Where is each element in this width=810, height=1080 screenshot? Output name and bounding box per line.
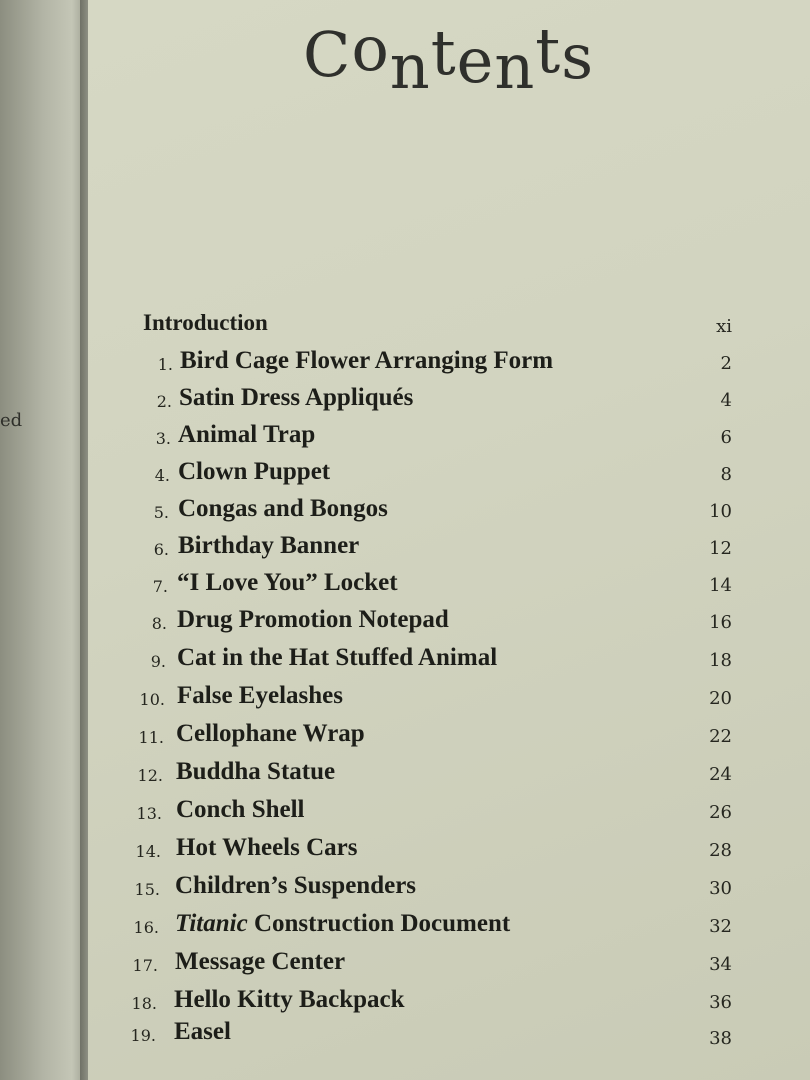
toc-number: 4. — [154, 466, 170, 485]
facing-page-edge — [0, 0, 80, 1080]
title-letter: s — [561, 20, 595, 93]
toc-page-number: 38 — [709, 1028, 732, 1049]
title-letter: e — [456, 24, 495, 97]
toc-label: Conch Shell — [176, 796, 305, 823]
toc-number: 3. — [155, 429, 171, 448]
toc-page-number: 18 — [709, 650, 732, 671]
toc-number: 19. — [130, 1026, 156, 1045]
toc-label — [175, 910, 510, 938]
toc-page-number: 26 — [709, 802, 732, 823]
toc-page-number: 2 — [720, 353, 732, 374]
toc-label: Congas and Bongos — [178, 495, 388, 522]
toc-label: Birthday Banner — [178, 532, 360, 559]
toc-number: 12. — [137, 766, 163, 785]
title-letter: C — [303, 18, 352, 91]
toc-page-number: 4 — [720, 390, 732, 411]
toc-page-number: 12 — [709, 538, 732, 559]
toc-row[interactable] — [88, 384, 810, 418]
toc-number: 2. — [156, 392, 172, 411]
facing-page-text-fragment: ed — [0, 410, 23, 431]
title-letter: n — [494, 30, 536, 103]
toc-label: Hot Wheels Cars — [176, 834, 358, 861]
toc-row[interactable] — [88, 758, 810, 792]
toc-row[interactable] — [88, 834, 810, 868]
toc-row[interactable] — [88, 458, 810, 492]
toc-label: Buddha Statue — [176, 758, 336, 785]
toc-page-number: 10 — [709, 501, 732, 522]
toc-number: 5. — [153, 503, 169, 522]
toc-number: 9. — [150, 652, 166, 671]
toc-number: 18. — [131, 994, 157, 1013]
toc-number: 14. — [135, 842, 161, 861]
toc-number: 7. — [152, 577, 168, 596]
toc-label: “I Love You” Locket — [177, 569, 398, 596]
toc-label: Message Center — [175, 948, 346, 975]
toc-row[interactable] — [88, 644, 810, 678]
toc-row[interactable] — [88, 986, 810, 1020]
toc-label: Animal Trap — [178, 421, 316, 448]
toc-page-number: 22 — [709, 726, 732, 747]
toc-label: Hello Kitty Backpack — [174, 986, 405, 1013]
toc-page-number: 32 — [709, 916, 732, 937]
toc-number: 6. — [153, 540, 169, 559]
toc-number: 17. — [132, 956, 158, 975]
contents-page — [88, 0, 810, 1080]
title-letter: n — [389, 30, 431, 103]
toc-label: False Eyelashes — [177, 682, 343, 709]
title-letter: t — [430, 16, 457, 89]
toc-number: 1. — [157, 355, 173, 374]
toc-row-introduction[interactable] — [88, 310, 810, 344]
toc-row[interactable] — [88, 569, 810, 603]
toc-label-italic: Titanic — [175, 910, 248, 937]
toc-page-number: 24 — [709, 764, 732, 785]
toc-row[interactable] — [88, 872, 810, 906]
toc-number: 11. — [138, 728, 164, 747]
toc-page-number: 8 — [720, 464, 732, 485]
toc-number: 13. — [136, 804, 162, 823]
toc-number: 16. — [133, 918, 159, 937]
toc-page-number: xi — [716, 316, 732, 337]
toc-page-number: 16 — [709, 612, 732, 633]
toc-page-number: 20 — [709, 688, 732, 709]
toc-row[interactable] — [88, 796, 810, 830]
toc-label: Introduction — [143, 310, 268, 335]
table-of-contents — [88, 0, 810, 1080]
toc-number: 8. — [151, 614, 167, 633]
toc-label: Bird Cage Flower Arranging Form — [180, 347, 554, 374]
toc-row[interactable] — [88, 1018, 810, 1052]
toc-row[interactable] — [88, 948, 810, 982]
toc-label: Cellophane Wrap — [176, 720, 365, 747]
toc-row[interactable] — [88, 495, 810, 529]
title-letter: o — [351, 12, 390, 85]
toc-label: Drug Promotion Notepad — [177, 606, 449, 633]
toc-page-number: 6 — [720, 427, 732, 448]
toc-page-number: 30 — [709, 878, 732, 899]
toc-row[interactable] — [88, 347, 810, 381]
toc-page-number: 36 — [709, 992, 732, 1013]
toc-row[interactable] — [88, 720, 810, 754]
toc-label: Cat in the Hat Stuffed Animal — [177, 644, 498, 671]
toc-row[interactable] — [88, 910, 810, 944]
toc-page-number: 14 — [709, 575, 732, 596]
toc-label: Clown Puppet — [178, 458, 331, 485]
toc-row[interactable] — [88, 606, 810, 640]
toc-label: Easel — [174, 1018, 231, 1045]
toc-label: Children’s Suspenders — [175, 872, 417, 899]
toc-page-number: 28 — [709, 840, 732, 861]
toc-label-rest: Construction Document — [247, 910, 511, 937]
toc-number: 10. — [139, 690, 165, 709]
title-letter: t — [535, 14, 562, 87]
toc-page-number: 34 — [709, 954, 732, 975]
toc-row[interactable] — [88, 421, 810, 455]
toc-row[interactable] — [88, 682, 810, 716]
toc-row[interactable] — [88, 532, 810, 566]
toc-number: 15. — [134, 880, 160, 899]
toc-label: Satin Dress Appliqués — [179, 384, 414, 411]
